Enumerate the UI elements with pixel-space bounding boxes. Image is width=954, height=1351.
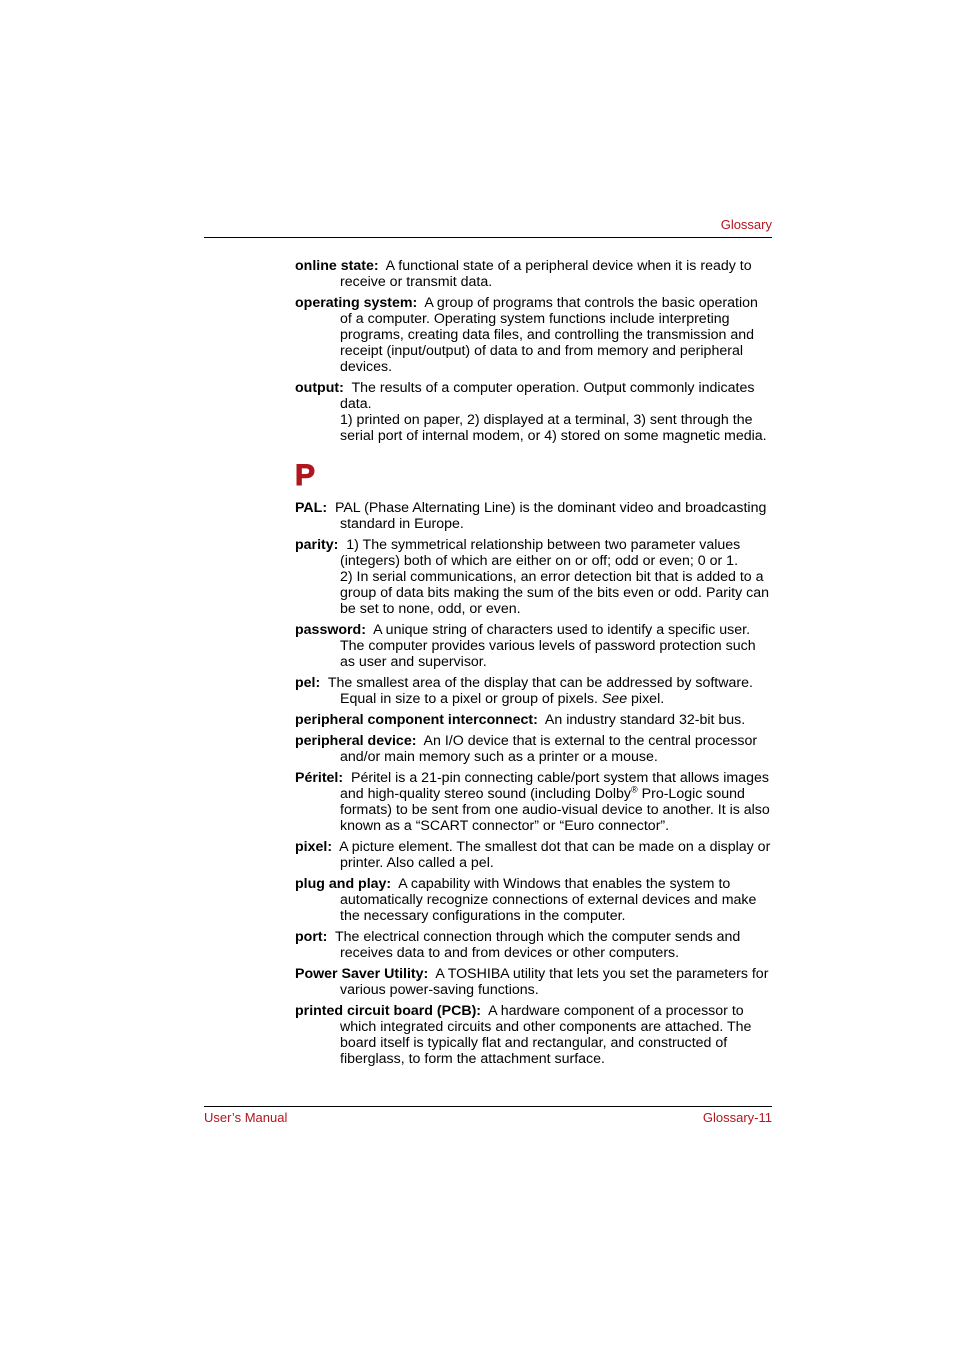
entry-term: pel: xyxy=(295,675,321,691)
glossary-entry xyxy=(295,770,773,834)
entry-definition-continued: 1) printed on paper, 2) displayed at a terminal, 3) sent through the serial port of internal modem, or 4) stored on some magnetic media. xyxy=(340,412,767,444)
entry-definition: A hardware component of a processor to which integrated circuits and other components are attached. The board itself is typically flat and rectangular, and constructed of fiberglass, to form the attachment surface. xyxy=(340,1003,752,1067)
entry-definition: The results of a computer operation. Output commonly indicates data. xyxy=(340,380,755,412)
header-section-label: Glossary xyxy=(720,217,772,232)
glossary-entry xyxy=(295,380,773,444)
entry-definition: Péritel is a 21-pin connecting cable/port system that allows images and high-quality stereo sound (including Dolby xyxy=(340,770,769,802)
glossary-entry xyxy=(295,839,773,871)
entry-definition: 1) The symmetrical relationship between two parameter values (integers) both of which are either on or off; odd or even; 0 or 1. xyxy=(340,537,741,569)
entry-definition-continued: 2) In serial communications, an error detection bit that is added to a group of data bits making the sum of the bits even or odd. Parity can be set to none, odd, or even. xyxy=(340,569,770,617)
entry-definition: An I/O device that is external to the central processor and/or main memory such as a printer or a mouse. xyxy=(340,733,758,765)
header-rule xyxy=(204,237,772,238)
entry-term: peripheral device: xyxy=(295,733,417,749)
registered-mark: ® xyxy=(631,784,638,795)
entry-definition: A group of programs that controls the basic operation of a computer. Operating system functions include interpreting programs, creating data files, and controlling the transmission and receipt (input/output) of data to and from memory and peripheral devices. xyxy=(340,295,758,375)
footer-manual-title: User’s Manual xyxy=(204,1110,288,1125)
entry-term: operating system: xyxy=(295,295,418,311)
glossary-entry xyxy=(295,622,773,670)
entry-term: peripheral component interconnect: xyxy=(295,712,538,728)
glossary-entry xyxy=(295,966,773,998)
glossary-entry xyxy=(295,1003,773,1067)
section-letter-heading: P xyxy=(295,459,316,492)
entry-definition: A capability with Windows that enables the system to automatically recognize connections of external devices and make the necessary configurations in the computer. xyxy=(340,876,757,924)
entry-definition: An industry standard 32-bit bus. xyxy=(544,712,746,728)
glossary-entry xyxy=(295,929,773,961)
entry-term: Power Saver Utility: xyxy=(295,966,429,982)
entry-definition: A unique string of characters used to identify a specific user. The computer provides various levels of password protection such as user and supervisor. xyxy=(340,622,756,670)
entry-term: pixel: xyxy=(295,839,333,855)
entry-definition: A picture element. The smallest dot that can be made on a display or printer. Also called a pel. xyxy=(339,839,771,871)
entry-definition: The smallest area of the display that can be addressed by software. Equal in size to a pixel or group of pixels. xyxy=(327,675,753,707)
entry-term: port: xyxy=(295,929,328,945)
glossary-entry xyxy=(295,675,773,707)
entry-term: PAL: xyxy=(295,500,328,516)
entry-term: output: xyxy=(295,380,344,396)
entry-term: plug and play: xyxy=(295,876,392,892)
glossary-section-p xyxy=(295,500,773,1072)
entry-term: online state: xyxy=(295,258,379,274)
glossary-entry xyxy=(295,258,773,290)
glossary-entry xyxy=(295,295,773,375)
entry-term: password: xyxy=(295,622,366,638)
glossary-entry xyxy=(295,712,773,728)
entry-term: printed circuit board (PCB): xyxy=(295,1003,482,1019)
entry-term: parity: xyxy=(295,537,339,553)
footer-page-number: Glossary-11 xyxy=(702,1110,772,1125)
entry-definition: A functional state of a peripheral device when it is ready to receive or transmit data. xyxy=(340,258,752,290)
see-reference: See xyxy=(601,691,628,707)
glossary-entry xyxy=(295,537,773,617)
glossary-entry xyxy=(295,876,773,924)
entry-definition: PAL (Phase Alternating Line) is the dominant video and broadcasting standard in Europe. xyxy=(334,500,767,532)
glossary-entry xyxy=(295,733,773,765)
glossary-entry xyxy=(295,500,773,532)
entry-term: Péritel: xyxy=(295,770,344,786)
glossary-section-o xyxy=(295,258,773,449)
entry-definition: The electrical connection through which the computer sends and receives data to and from devices or other computers. xyxy=(334,929,741,961)
entry-definition-rest: Pro-Logic sound formats) to be sent from one audio-visual device to another. It is also known as a “SCART connector” or “Euro connector”. xyxy=(340,786,770,834)
see-target: pixel. xyxy=(631,691,665,707)
footer-rule xyxy=(204,1106,772,1107)
entry-definition: A TOSHIBA utility that lets you set the parameters for various power-saving functions. xyxy=(340,966,769,998)
